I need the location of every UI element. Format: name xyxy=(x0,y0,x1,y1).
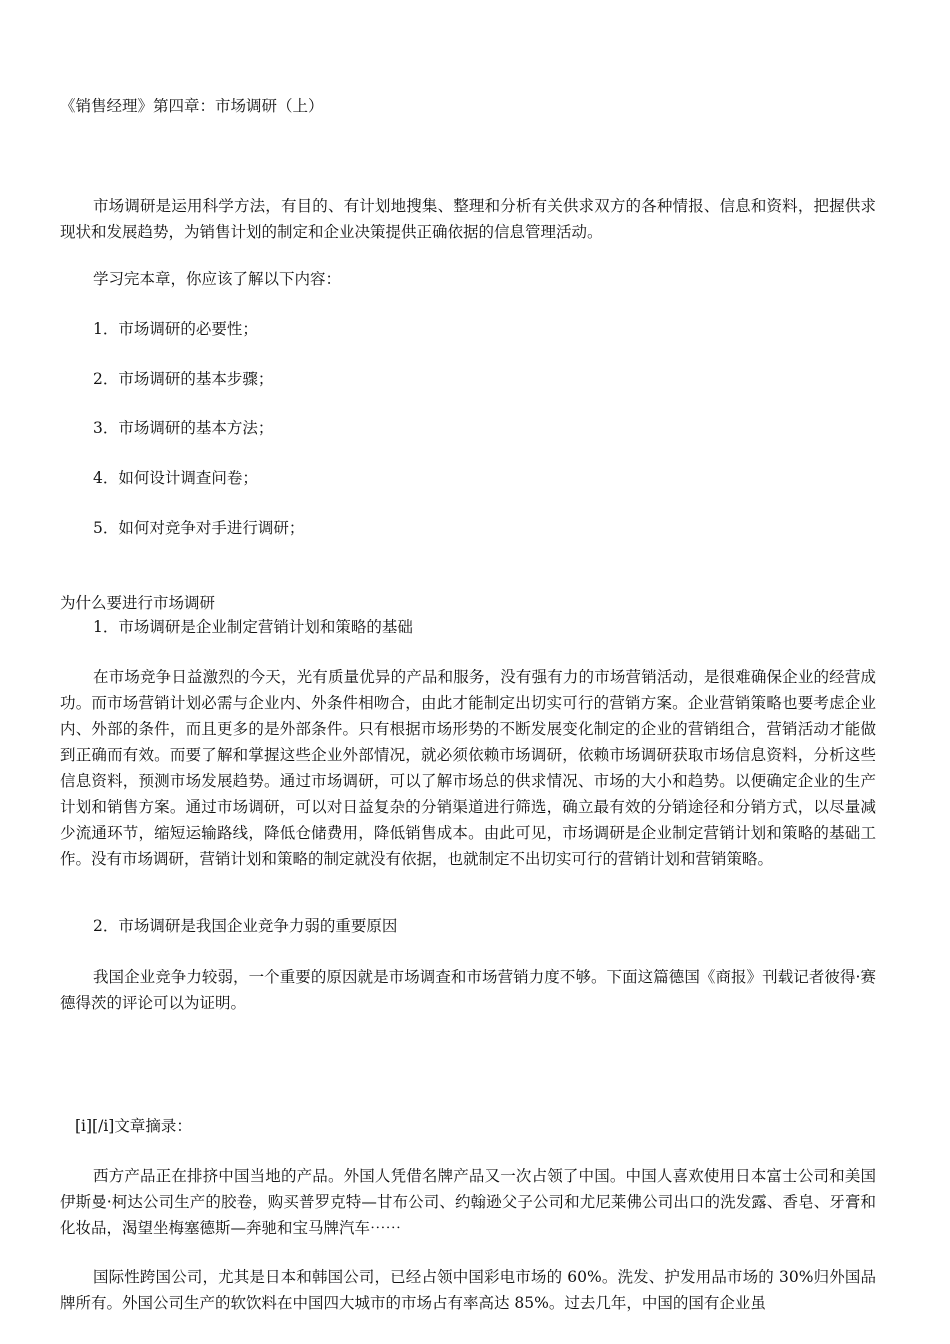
excerpt-label: [i][/i]文章摘录： xyxy=(75,1117,192,1135)
excerpt-paragraph-1: 西方产品正在排挤中国当地的产品。外国人凭借名牌产品又一次占领了中国。中国人喜欢使用日本富士公司和美国伊斯曼·柯达公司生产的胶卷，购买普罗克特—甘布公司、约翰逊父子公司和尤尼莱佛公司出口的洗发露、香皂、牙膏和化妆品，渴望坐梅塞德斯—奔驰和宝马牌汽车⋯⋯ xyxy=(60,1167,876,1237)
point1-body: 在市场竞争日益激烈的今天，光有质量优异的产品和服务，没有强有力的市场营销活动，是很难确保企业的经营成功。而市场营销计划必需与企业内、外条件相吻合，由此才能制定出切实可行的营销方案。企业营销策略也要考虑企业内、外部的条件，而且更多的是外部条件。只有根据市场形势的不断发展变化制定的企业的营销组合，营销活动才能做到正确而有效。而要了解和掌握这些企业外部情况，就必须依赖市场调研，依赖市场调研获取市场信息资料，分析这些信息资料，预测市场发展趋势。通过市场调研，可以了解市场总的供求情况、市场的大小和趋势。以便确定企业的生产计划和销售方案。通过市场调研，可以对日益复杂的分销渠道进行筛选，确立最有效的分销途径和分销方式，以尽量减少流通环节，缩短运输路线，降低仓储费用，降低销售成本。由此可见，市场调研是企业制定营销计划和策略的基础工作。没有市场调研，营销计划和策略的制定就没有依据，也就制定不出切实可行的营销计划和营销策略。 xyxy=(60,668,876,868)
point1-heading: 1．市场调研是企业制定营销计划和策略的基础 xyxy=(93,618,413,636)
objective-item: 4．如何设计调查问卷； xyxy=(93,469,258,487)
intro-paragraph: 市场调研是运用科学方法，有目的、有计划地搜集、整理和分析有关供求双方的各种情报、信息和资料，把握供求现状和发展趋势，为销售计划的制定和企业决策提供正确依据的信息管理活动。 xyxy=(60,197,876,241)
point2-heading: 2．市场调研是我国企业竞争力弱的重要原因 xyxy=(93,917,398,935)
excerpt-paragraph-2: 国际性跨国公司，尤其是日本和韩国公司，已经占领中国彩电市场的 60%。洗发、护发用品市场的 30%归外国品牌所有。外国公司生产的软饮料在中国四大城市的市场占有率高达 85%。过去几年，中国的国有企业虽 xyxy=(60,1268,876,1312)
objective-item: 2．市场调研的基本步骤； xyxy=(93,370,274,388)
document-title: 《销售经理》第四章：市场调研（上） xyxy=(60,97,324,115)
objective-item: 3．市场调研的基本方法； xyxy=(93,419,274,437)
objective-item: 1．市场调研的必要性； xyxy=(93,320,258,338)
section-heading: 为什么要进行市场调研 xyxy=(60,594,216,612)
point2-body: 我国企业竞争力较弱，一个重要的原因就是市场调查和市场营销力度不够。下面这篇德国《商报》刊载记者彼得·赛德得茨的评论可以为证明。 xyxy=(60,968,876,1012)
learn-heading: 学习完本章，你应该了解以下内容： xyxy=(93,270,342,288)
objective-item: 5．如何对竞争对手进行调研； xyxy=(93,519,305,537)
